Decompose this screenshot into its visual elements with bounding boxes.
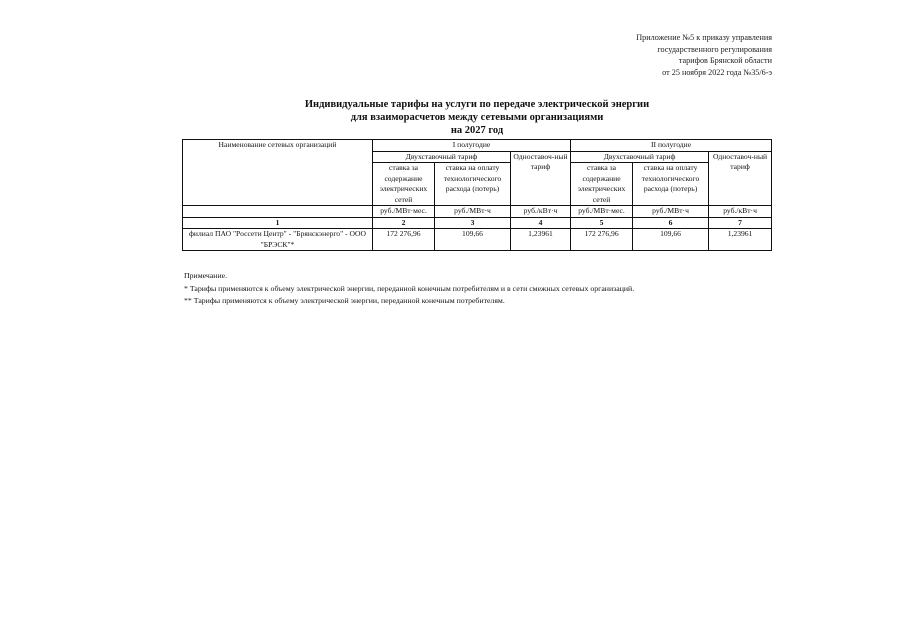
header-two-part-tariff: Двухставочный тариф [373, 151, 511, 163]
header-single-part-tariff: Одноставоч-ный тариф [511, 151, 571, 206]
h2-losses-value: 109,66 [633, 229, 709, 251]
header-half-1: I полугодие [373, 140, 571, 152]
table-row [183, 229, 772, 251]
unit-cell: руб./МВт·ч [435, 206, 511, 218]
h2-maintenance-value: 172 276,96 [571, 229, 633, 251]
note-item: ** Тарифы применяются к объему электрической энергии, переданной конечным потребителям. [184, 296, 505, 305]
header-org-name: Наименование сетевых организаций [183, 140, 373, 206]
unit-cell: руб./МВт·мес. [571, 206, 633, 218]
h1-single-value: 1,23961 [511, 229, 571, 251]
column-number: 7 [709, 217, 772, 229]
title-line: для взаиморасчетов между сетевыми организациями [350, 112, 604, 123]
unit-cell: руб./кВт·ч [709, 206, 772, 218]
appendix-line: от 25 ноября 2022 года №35/6-э [662, 67, 772, 77]
title-line: на 2027 год [450, 125, 504, 136]
notes-heading: Примечание. [184, 271, 228, 280]
appendix-line: государственного регулирования [657, 44, 772, 54]
title-line: Индивидуальные тарифы на услуги по передаче электрической энергии [304, 99, 650, 110]
column-number: 1 [183, 217, 373, 229]
appendix-reference [636, 32, 772, 78]
unit-cell: руб./кВт·ч [511, 206, 571, 218]
column-number: 4 [511, 217, 571, 229]
document-title [180, 98, 774, 137]
h1-losses-value: 109,66 [435, 229, 511, 251]
header-rate-maintenance: ставка за содержание электрических сетей [373, 163, 435, 206]
org-name-cell: филиал ПАО "Россети Центр" - "Брянскэнерго" - ООО "БРЭСК"* [183, 229, 373, 251]
unit-cell: руб./МВт·мес. [373, 206, 435, 218]
header-two-part-tariff: Двухставочный тариф [571, 151, 709, 163]
column-number: 6 [633, 217, 709, 229]
note-item: * Тарифы применяются к объему электрической энергии, переданной конечным потребителям и в сети смежных сетевых организаций. [184, 283, 635, 293]
h1-maintenance-value: 172 276,96 [373, 229, 435, 251]
column-number: 5 [571, 217, 633, 229]
column-number: 3 [435, 217, 511, 229]
unit-cell-empty [183, 206, 373, 218]
tariff-table [182, 139, 772, 251]
header-rate-maintenance: ставка за содержание электрических сетей [571, 163, 633, 206]
unit-cell: руб./МВт·ч [633, 206, 709, 218]
header-single-part-tariff: Одноставоч-ный тариф [709, 151, 772, 206]
appendix-line: Приложение №5 к приказу управления [636, 33, 772, 42]
header-half-2: II полугодие [571, 140, 772, 152]
h2-single-value: 1,23961 [709, 229, 772, 251]
notes-section [184, 270, 634, 308]
header-rate-losses: ставка на оплату технологического расхода (потерь) [435, 163, 511, 206]
appendix-line: тарифов Брянской области [678, 56, 772, 65]
column-number: 2 [373, 217, 435, 229]
header-rate-losses: ставка на оплату технологического расхода (потерь) [633, 163, 709, 206]
